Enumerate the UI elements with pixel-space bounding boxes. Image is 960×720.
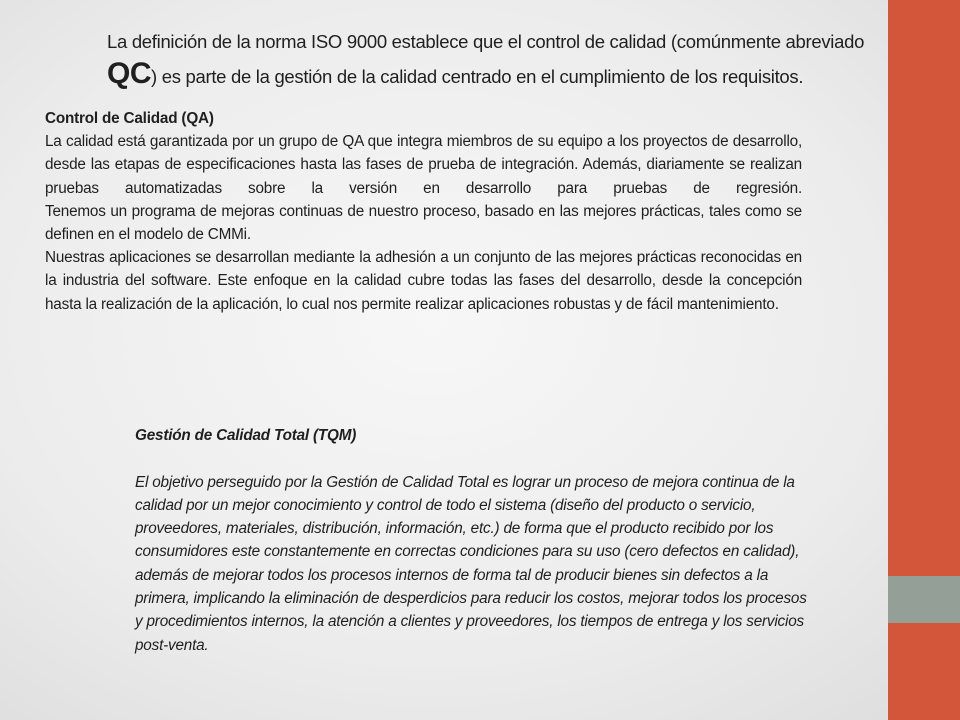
qa-paragraph-1: La calidad está garantizada por un grupo de QA que integra miembros de su equipo a los proyectos de desarrollo, desde las etapas de especificaciones hasta las fases de prueba de integración. Además, diariamente se realizan pruebas automatizadas sobre la versión en desarrollo para pruebas de regresión. <box>45 133 802 197</box>
tqm-line: consumidores este constantemente en correctas condiciones para su uso (cero defectos en calidad), <box>135 543 800 561</box>
qa-heading: Control de Calidad (QA) <box>45 110 214 127</box>
intro-line-2-rest: ) es parte de la gestión de la calidad centrado en el cumplimiento de los requisitos. <box>151 66 804 87</box>
qa-section <box>45 107 802 316</box>
intro-line-1: La definición de la norma ISO 9000 establece que el control de calidad (comúnmente abreviado <box>107 31 865 52</box>
tqm-line: post-venta. <box>135 636 209 654</box>
intro-line-2 <box>107 57 947 91</box>
qa-paragraph-2: Tenemos un programa de mejoras continuas de nuestro proceso, basado en las mejores prácticas, tales como se definen en el modelo de CMMi. <box>45 202 802 244</box>
qc-abbreviation: QC <box>107 57 151 90</box>
tqm-heading: Gestión de Calidad Total (TQM) <box>135 427 357 444</box>
tqm-line: y procedimientos internos, la atención a clientes y proveedores, los tiempos de entrega y los servicios <box>135 613 804 631</box>
tqm-line: proveedores, materiales, distribución, información, etc.) de forma que el producto recibido por los <box>135 520 774 538</box>
tqm-section <box>135 424 935 657</box>
qa-paragraph-3: Nuestras aplicaciones se desarrollan mediante la adhesión a un conjunto de las mejores prácticas reconocidas en la industria del software. Este enfoque en la calidad cubre todas las fases del desarrollo, desde la concepción hasta la realización de la aplicación, lo cual nos permite realizar aplicaciones robustas y de fácil mantenimiento. <box>45 249 802 313</box>
tqm-line: primera, implicando la eliminación de desperdicios para reducir los costos, mejorar todos los procesos <box>135 590 807 608</box>
tqm-line: calidad por un mejor conocimiento y control de todo el sistema (diseño del producto o servicio, <box>135 496 756 514</box>
tqm-line: además de mejorar todos los procesos internos de forma tal de producir bienes sin defectos a la <box>135 566 769 584</box>
tqm-line: El objetivo perseguido por la Gestión de Calidad Total es lograr un proceso de mejora continua de la <box>135 473 795 491</box>
intro-text <box>107 28 947 91</box>
